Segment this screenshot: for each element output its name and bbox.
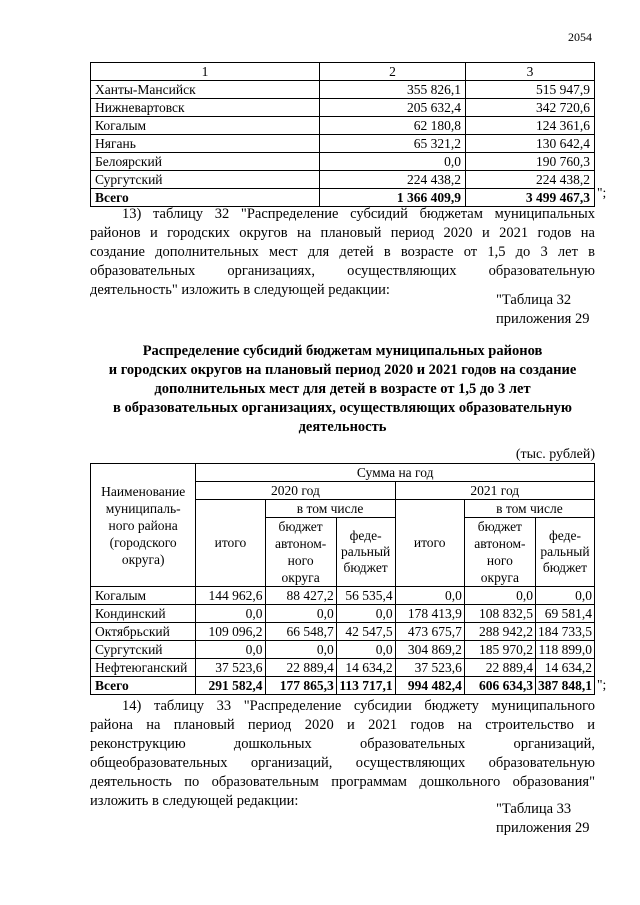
cell-value: 185 970,2 [464, 641, 535, 659]
row-name: Когалым [91, 587, 196, 605]
column-number: 1 [91, 63, 320, 81]
row-name: Когалым [91, 117, 320, 135]
header-including-2020: в том числе [265, 500, 395, 518]
row-name: Сургутский [91, 641, 196, 659]
total-value: 177 865,3 [265, 677, 336, 695]
header-line: округа) [121, 551, 165, 567]
text-line: района на плановый период 2020 и 2021 годов на строительство и [90, 717, 595, 733]
table-title [60, 342, 625, 437]
title-line: Распределение субсидий бюджетам муниципальных районов [142, 343, 543, 359]
header-line: (городского [109, 534, 177, 550]
header-line: бюджет [477, 519, 522, 534]
header-name [91, 464, 196, 587]
row-name: Нижневартовск [91, 99, 320, 117]
header-okrug-budget [265, 518, 336, 587]
header-okrug-budget [464, 518, 535, 587]
header-line: ральный [340, 544, 391, 559]
text-line: 14) таблицу 33 "Распределение субсидии бюджету муниципального [122, 698, 595, 714]
total-value: 1 366 409,9 [320, 189, 466, 207]
header-federal-budget [535, 518, 594, 587]
cell-value: 178 413,9 [395, 605, 464, 623]
total-value: 606 634,3 [464, 677, 535, 695]
cell-value: 0,0 [535, 587, 594, 605]
title-line: в образовательных организациях, осуществляющих образовательную [112, 400, 573, 416]
header-line: ного района [108, 517, 178, 533]
table-header-row [91, 63, 595, 81]
header-line: бюджет [278, 519, 323, 534]
cell-value: 65 321,2 [320, 135, 466, 153]
cell-value: 355 826,1 [320, 81, 466, 99]
cell-value: 0,0 [265, 605, 336, 623]
cell-value: 224 438,2 [466, 171, 595, 189]
paragraph-13 [90, 205, 595, 300]
header-federal-budget [336, 518, 395, 587]
column-number: 3 [466, 63, 595, 81]
row-name: Октябрьский [91, 623, 196, 641]
header-line: бюджет [542, 560, 588, 575]
header-line: бюджет [343, 560, 388, 575]
row-name: Белоярский [91, 153, 320, 171]
text-line: приложения 29 [496, 820, 590, 836]
cell-value: 0,0 [395, 587, 464, 605]
row-name: Кондинский [91, 605, 196, 623]
total-value: 994 482,4 [395, 677, 464, 695]
total-label: Всего [91, 189, 320, 207]
header-line: ральный [540, 544, 590, 559]
text-line: деятельность по образовательным программам дошкольного образования" [90, 774, 595, 790]
units-label: (тыс. рублей) [515, 447, 595, 462]
total-value: 387 848,1 [535, 677, 594, 695]
header-sum: Сумма на год [196, 464, 595, 482]
header-line: автоном- [474, 536, 526, 551]
cell-value: 0,0 [196, 605, 265, 623]
text-line: изложить в следующей редакции: [90, 793, 299, 809]
cell-value: 14 634,2 [336, 659, 395, 677]
header-line: округа [480, 570, 519, 585]
row-name: Нягань [91, 135, 320, 153]
header-line: феде- [549, 528, 581, 543]
row-name: Сургутский [91, 171, 320, 189]
quote-close: "; [597, 185, 607, 200]
header-line: ного [287, 553, 314, 568]
total-value: 291 582,4 [196, 677, 265, 695]
table-subsidies-distribution [90, 463, 595, 695]
cell-value: 22 889,4 [265, 659, 336, 677]
cell-value: 42 547,5 [336, 623, 395, 641]
cell-value: 37 523,6 [395, 659, 464, 677]
table-header-row [91, 464, 595, 482]
cell-value: 0,0 [336, 641, 395, 659]
cell-value: 184 733,5 [535, 623, 594, 641]
cell-value: 109 096,2 [196, 623, 265, 641]
table-row [91, 153, 595, 171]
cell-value: 118 899,0 [535, 641, 594, 659]
cell-value: 22 889,4 [464, 659, 535, 677]
title-line: и городских округов на плановый период 2020 и 2021 годов на создание [108, 362, 577, 378]
cell-value: 14 634,2 [535, 659, 594, 677]
row-name: Нефтеюганский [91, 659, 196, 677]
table-row [91, 171, 595, 189]
header-line: округа [281, 570, 320, 585]
header-line: ного [486, 553, 513, 568]
header-line: муниципаль- [105, 500, 181, 516]
text-line: 13) таблицу 32 "Распределение субсидий бюджетам муниципальных [122, 206, 595, 222]
title-line: дополнительных мест для детей в возрасте от 1,5 до 3 лет [154, 381, 531, 397]
cell-value: 88 427,2 [265, 587, 336, 605]
title-line: деятельность [298, 419, 387, 435]
cell-value: 62 180,8 [320, 117, 466, 135]
text-line: районов и городских округов на плановый период 2020 и 2021 годов на [90, 225, 595, 241]
header-total-2020: итого [196, 500, 265, 587]
cell-value: 37 523,6 [196, 659, 265, 677]
text-line: "Таблица 33 [496, 801, 572, 817]
text-line: создание дополнительных мест для детей в возрасте от 1,5 до 3 лет в [90, 244, 595, 260]
text-line: общеобразовательных организаций, осуществляющих образовательную [90, 755, 595, 771]
table-total-row [91, 189, 595, 207]
table-subsidies-continued [90, 62, 595, 207]
cell-value: 69 581,4 [535, 605, 594, 623]
cell-value: 224 438,2 [320, 171, 466, 189]
cell-value: 0,0 [196, 641, 265, 659]
cell-value: 108 832,5 [464, 605, 535, 623]
table-total-row [91, 677, 595, 695]
table-row [91, 605, 595, 623]
row-name: Ханты-Мансийск [91, 81, 320, 99]
table-row [91, 81, 595, 99]
text-line: "Таблица 32 [496, 292, 572, 308]
table-row [91, 641, 595, 659]
cell-value: 0,0 [464, 587, 535, 605]
header-year-2021: 2021 год [395, 482, 594, 500]
header-total-2021: итого [395, 500, 464, 587]
cell-value: 0,0 [320, 153, 466, 171]
cell-value: 56 535,4 [336, 587, 395, 605]
page-number: 2054 [568, 30, 592, 44]
total-value: 3 499 467,3 [466, 189, 595, 207]
table-row [91, 659, 595, 677]
cell-value: 342 720,6 [466, 99, 595, 117]
text-line: реконструкцию дошкольных образовательных организаций, [90, 736, 595, 752]
text-line: приложения 29 [496, 311, 590, 327]
text-line: деятельность" изложить в следующей редакции: [90, 282, 390, 298]
table-reference-32 [496, 291, 589, 329]
cell-value: 515 947,9 [466, 81, 595, 99]
table-row [91, 117, 595, 135]
paragraph-14 [90, 697, 595, 811]
cell-value: 0,0 [336, 605, 395, 623]
cell-value: 205 632,4 [320, 99, 466, 117]
table-row [91, 135, 595, 153]
total-label: Всего [91, 677, 196, 695]
table-row [91, 587, 595, 605]
header-including-2021: в том числе [464, 500, 594, 518]
header-line: феде- [349, 528, 382, 543]
header-line: автоном- [274, 536, 327, 551]
column-number: 2 [320, 63, 466, 81]
text-line: образовательных организациях, осуществляющих образовательную [90, 263, 595, 279]
header-year-2020: 2020 год [196, 482, 395, 500]
cell-value: 473 675,7 [395, 623, 464, 641]
cell-value: 144 962,6 [196, 587, 265, 605]
cell-value: 190 760,3 [466, 153, 595, 171]
cell-value: 124 361,6 [466, 117, 595, 135]
table-reference-33 [496, 800, 589, 838]
header-line: Наименование [101, 483, 186, 499]
cell-value: 0,0 [265, 641, 336, 659]
cell-value: 304 869,2 [395, 641, 464, 659]
cell-value: 130 642,4 [466, 135, 595, 153]
cell-value: 66 548,7 [265, 623, 336, 641]
quote-close: "; [597, 677, 607, 692]
table-row [91, 99, 595, 117]
cell-value: 288 942,2 [464, 623, 535, 641]
total-value: 113 717,1 [336, 677, 395, 695]
table-row [91, 623, 595, 641]
